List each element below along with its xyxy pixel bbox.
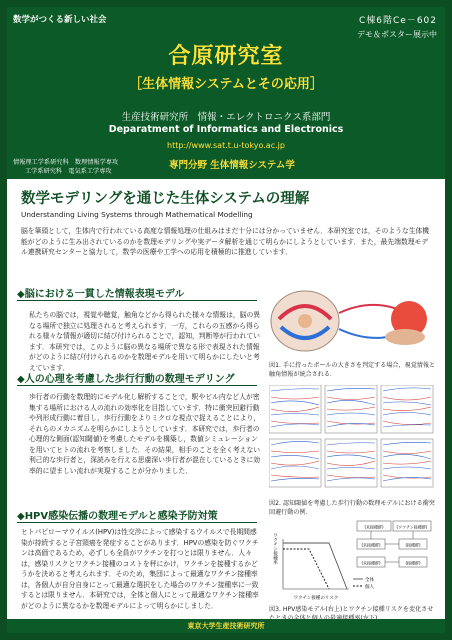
section-divider	[17, 300, 257, 301]
legend-label: 個人	[365, 585, 374, 590]
affiliation-line: 工学系研究科 電気系工学専攻	[25, 168, 112, 175]
pedestrian-simulation-figure	[269, 385, 437, 491]
section-heading: ◆脳における一貫した情報表現モデル	[17, 289, 185, 300]
section-body: 歩行者の行動を数理的にモデル化し解析することで，駅やビル内など人が密集する場所における人の流れの効率化を目指しています．特に衝突回避行動や列形成行動に着目し，歩行行動をよりミクロな視点で捉えることにより，それらのメカニズムを明らかにしようとしています．本研究では，歩行者の心理的な側面(認知閾値)を考慮したモデルを構築し，数値シミュレーションを用いてヒトの流れを考察しました．その結果，相手のことを全く考えない利己的な歩行者と，深読みを行える思慮深い歩行者が混在しているときに効率的に望ましい流れが実現することが分かりました．	[29, 393, 261, 475]
optimal-rate-population-line	[283, 543, 347, 589]
poster-footer: 東京大学生産技術研究所	[7, 619, 445, 633]
section-body: 私たちの脳では，視覚や聴覚，触角などから得られた様々な情報は，脳の異なる場所で独立に処理されると考えられます．一方，これらの五感から得られる様々な情報が適切に結び付けられることで，認知，判断等が行われています．本研究では，このように脳の異なる場所で異なる形で表現された情報がどのように結び付けられるのかを数理モデルを用いて明らかにしたいと考えています．	[29, 311, 261, 372]
simulation-panels	[269, 385, 433, 487]
series-label: 数学がつくる新しい社会	[13, 15, 107, 25]
section-divider	[17, 522, 257, 523]
simulation-panel	[381, 385, 433, 433]
simulation-panel	[269, 439, 321, 487]
lab-subtitle: ［生体情報システムとその応用］	[129, 77, 323, 92]
affiliations	[13, 158, 118, 176]
poster-title: 数学モデリングを通じた生体システムの理解	[21, 191, 310, 207]
legend-label: 全体	[365, 578, 374, 583]
poster-header	[7, 7, 445, 179]
room-label: C棟6階Ce－602	[358, 16, 437, 26]
brain-diagram	[269, 279, 437, 359]
section-body: ヒトパピローマウイルス(HPV)は性交渉によって感染するウイルスで長期間感染が持続すると子宮頸癌を発症することがあります．HPVの感染を防ぐワクチンは高価であるため，必ずしも全員がワクチンを打つとは限りません．人々は，感染リスクとワクチン接種のコストを秤にかけ，ワクチンを接種するかどうかを決めると考えられます．そのため，集団によって最適なワクチン接種率は，各個人が自分自身にとって最適な選択をした場合のワクチン接種率に一致するとは限りません．本研究では，全体と個人にとって最適なワクチン接種率がどのように異なるかを数理モデルによって明らかにしました．	[21, 528, 259, 610]
lab-name: 合原研究室	[168, 44, 284, 69]
demo-label: デモ＆ポスター展示中	[357, 30, 437, 39]
lab-url[interactable]: http://www.sat.t.u-tokyo.ac.jp	[167, 141, 285, 150]
hpv-model-figure	[269, 519, 437, 603]
optimal-rate-individual-line	[283, 549, 329, 589]
compartment-label: (接種群)	[405, 542, 421, 548]
compartment-label: (未接種群)	[364, 524, 384, 530]
section-heading: ◆人の心理を考慮した歩行行動の数理モデリング	[17, 374, 235, 385]
affiliation-line: 情報理工学系研究科 数理情報学専攻	[13, 159, 119, 166]
compartment-label: (未接種群)	[361, 542, 381, 548]
plot-xlabel: ワクチン接種のリスク	[293, 596, 339, 601]
department-en: Deparatment of Informatics and Electronics	[108, 124, 344, 135]
specialty-label: 専門分野 生体情報システム学	[169, 160, 295, 171]
poster-title-en: Understanding Living Systems through Mathematical Modelling	[21, 210, 253, 219]
compartment-label: (ワクチン接種群)	[396, 524, 428, 530]
department-ja: 生産技術研究所 情報・エレクトロニクス系部門	[121, 112, 331, 123]
compartment-diagram	[357, 521, 431, 567]
figure-caption: 図1. 手に持ったボールの大きさを判定する場合，視覚情報と触角情報が統合される．	[269, 362, 436, 378]
intro-paragraph: 脳を筆頭として，生体内で行われている高度な情報処理の仕組みはまだ十分には分かっていません．本研究室では，そのような生体機能がどのように生み出されているのかを数理モデリングや実データ解析を通じて明らかにしようとしています．また，最先端数理モデル連携研究センターと協力して，数学の医療や工学への応用を積極的に推進しています．	[21, 227, 430, 256]
plot-ylabel: ワクチン接種率	[272, 533, 278, 565]
section-heading: ◆HPV感染伝播の数理モデルと感染予防対策	[17, 511, 218, 522]
figure-caption: 図3. HPV感染モデル(右上)とワクチン接種リスクを変化させ	[269, 606, 434, 613]
compartment-label: (接種群)	[405, 560, 421, 566]
section-divider	[17, 385, 257, 386]
figure-caption: 図2. 認知閾値を考慮した歩行行動の数理モデルにおける衝突回避行動の例．	[269, 500, 435, 516]
compartment-label: (未接種群)	[361, 560, 381, 566]
